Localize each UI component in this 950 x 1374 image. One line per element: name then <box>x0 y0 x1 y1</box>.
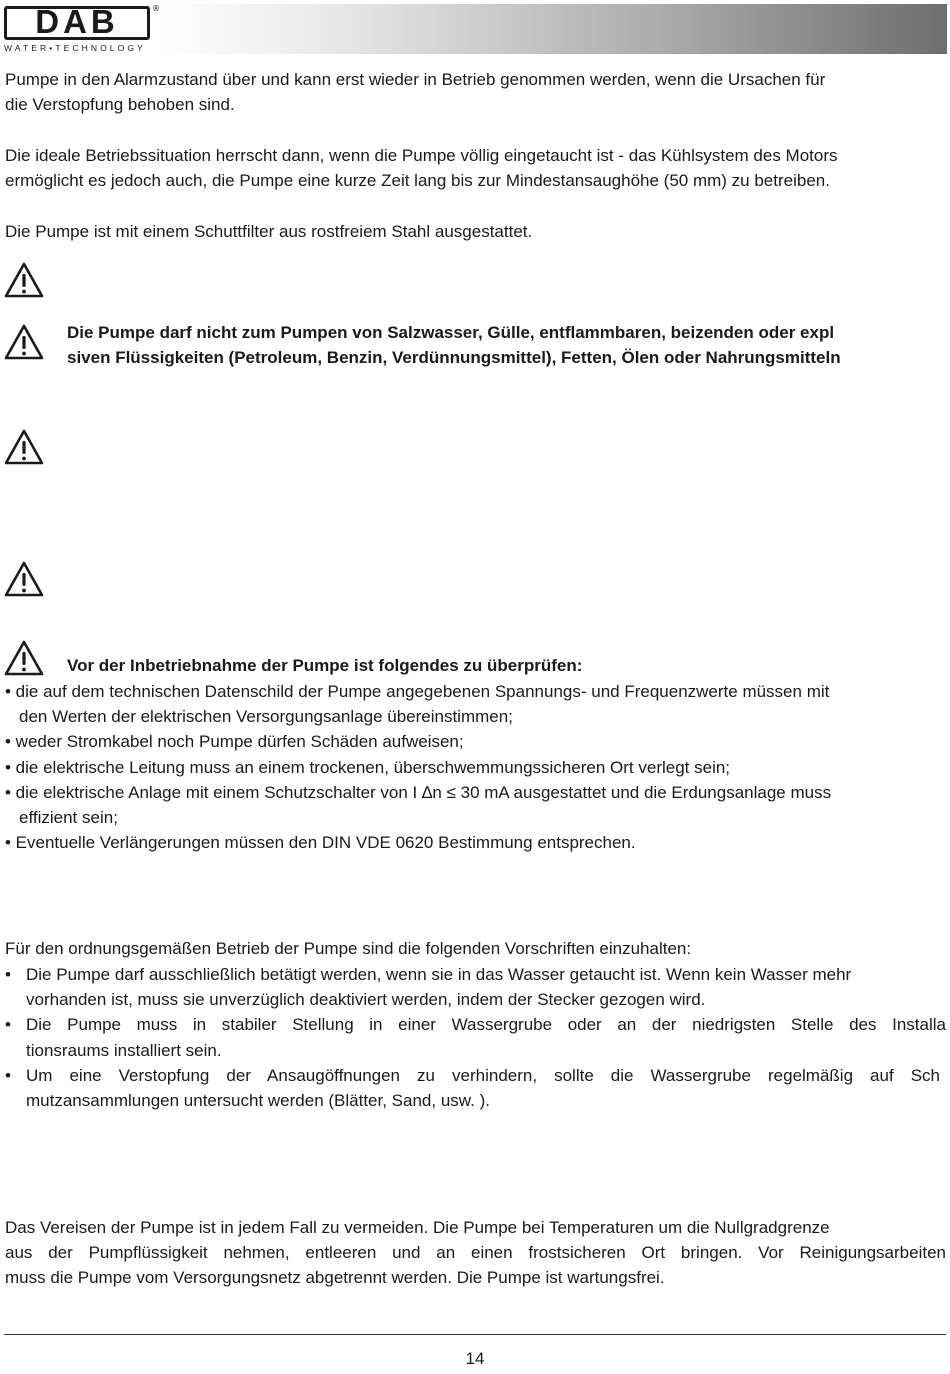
logo-tagline: WATER•TECHNOLOGY <box>4 43 146 53</box>
warning-icon <box>4 561 44 597</box>
maintenance-line-1: Das Vereisen der Pumpe ist in jedem Fall zu vermeiden. Die Pumpe bei Temperaturen um die Nullgradgrenze <box>5 1218 830 1237</box>
intro-line-5: Die Pumpe ist mit einem Schuttfilter aus rostfreiem Stahl ausgestattet. <box>5 222 533 241</box>
warning-icon <box>4 640 44 676</box>
page-number: 14 <box>465 1349 485 1368</box>
intro-line-4: ermöglicht es jedoch auch, die Pumpe eine kurze Zeit lang bis zur Mindestansaughöhe (50 mm) zu betreiben. <box>5 171 830 190</box>
checklist-heading: Vor der Inbetriebnahme der Pumpe ist folgendes zu überprüfen: <box>67 656 583 675</box>
footer-divider <box>4 1334 946 1335</box>
salt-warning-line-2: siven Flüssigkeiten (Petroleum, Benzin, Verdünnungsmittel), Fetten, Ölen oder Nahrungsmitteln <box>67 348 841 367</box>
rule-2-line-1: Die Pumpe muss in stabiler Stellung in einer Wassergrube oder an der niedrigsten Stelle des Installa <box>26 1015 946 1034</box>
list-bullet: • <box>5 1015 11 1034</box>
checklist-item-4-line-1: • die elektrische Anlage mit einem Schutzschalter von I ∆n ≤ 30 mA ausgestattet und die Erdungsanlage muss <box>5 783 832 802</box>
checklist-item-3: • die elektrische Leitung muss an einem trockenen, überschwemmungssicheren Ort verlegt sein; <box>5 758 731 777</box>
rule-2-line-2: tionsraums installiert sein. <box>26 1041 222 1060</box>
list-bullet: • <box>5 965 11 984</box>
list-bullet: • <box>5 1066 11 1085</box>
rules-intro: Für den ordnungsgemäßen Betrieb der Pumpe sind die folgenden Vorschriften einzuhalten: <box>5 939 692 958</box>
rule-1-line-2: vorhanden ist, muss sie unverzüglich deaktiviert werden, indem der Stecker gezogen wird. <box>26 990 706 1009</box>
warning-icon <box>4 324 44 360</box>
logo-text: DAB <box>35 3 119 40</box>
warning-icon <box>4 262 44 298</box>
maintenance-line-2: aus der Pumpflüssigkeit nehmen, entleeren und an einen frostsicheren Ort bringen. Vor Reinigungsarbeiten <box>5 1243 946 1262</box>
checklist-item-2: • weder Stromkabel noch Pumpe dürfen Schäden aufweisen; <box>5 732 464 751</box>
intro-line-3: Die ideale Betriebssituation herrscht dann, wenn die Pumpe völlig eingetaucht ist - das Kühlsystem des Motors <box>5 146 838 165</box>
header-gradient-bar <box>160 4 947 54</box>
logo-registered-mark: ® <box>152 4 160 13</box>
checklist-item-4-line-2: effizient sein; <box>19 808 118 827</box>
dab-logo <box>4 3 160 54</box>
rule-3-line-2: mutzansammlungen untersucht werden (Blätter, Sand, usw. ). <box>26 1091 490 1110</box>
intro-line-2: die Verstopfung behoben sind. <box>5 95 235 114</box>
warning-icon <box>4 429 44 465</box>
rule-1-line-1: Die Pumpe darf ausschließlich betätigt werden, wenn sie in das Wasser getaucht ist. Wenn kein Wasser mehr <box>26 965 852 984</box>
page-header <box>0 0 950 56</box>
salt-warning-line-1: Die Pumpe darf nicht zum Pumpen von Salzwasser, Gülle, entflammbaren, beizenden oder expl <box>67 323 835 342</box>
rule-3-line-1: Um eine Verstopfung der Ansaugöffnungen zu verhindern, sollte die Wassergrube regelmäßig auf Sch <box>26 1066 940 1085</box>
checklist-item-1-line-1: • die auf dem technischen Datenschild der Pumpe angegebenen Spannungs- und Frequenzwerte müssen mit <box>5 682 830 701</box>
checklist-item-1-line-2: den Werten der elektrischen Versorgungsanlage übereinstimmen; <box>19 707 513 726</box>
maintenance-line-3: muss die Pumpe vom Versorgungsnetz abgetrennt werden. Die Pumpe ist wartungsfrei. <box>5 1268 665 1287</box>
checklist-item-5: • Eventuelle Verlängerungen müssen den DIN VDE 0620 Bestimmung entsprechen. <box>5 833 636 852</box>
intro-line-1: Pumpe in den Alarmzustand über und kann erst wieder in Betrieb genommen werden, wenn die Ursachen für <box>5 70 826 89</box>
